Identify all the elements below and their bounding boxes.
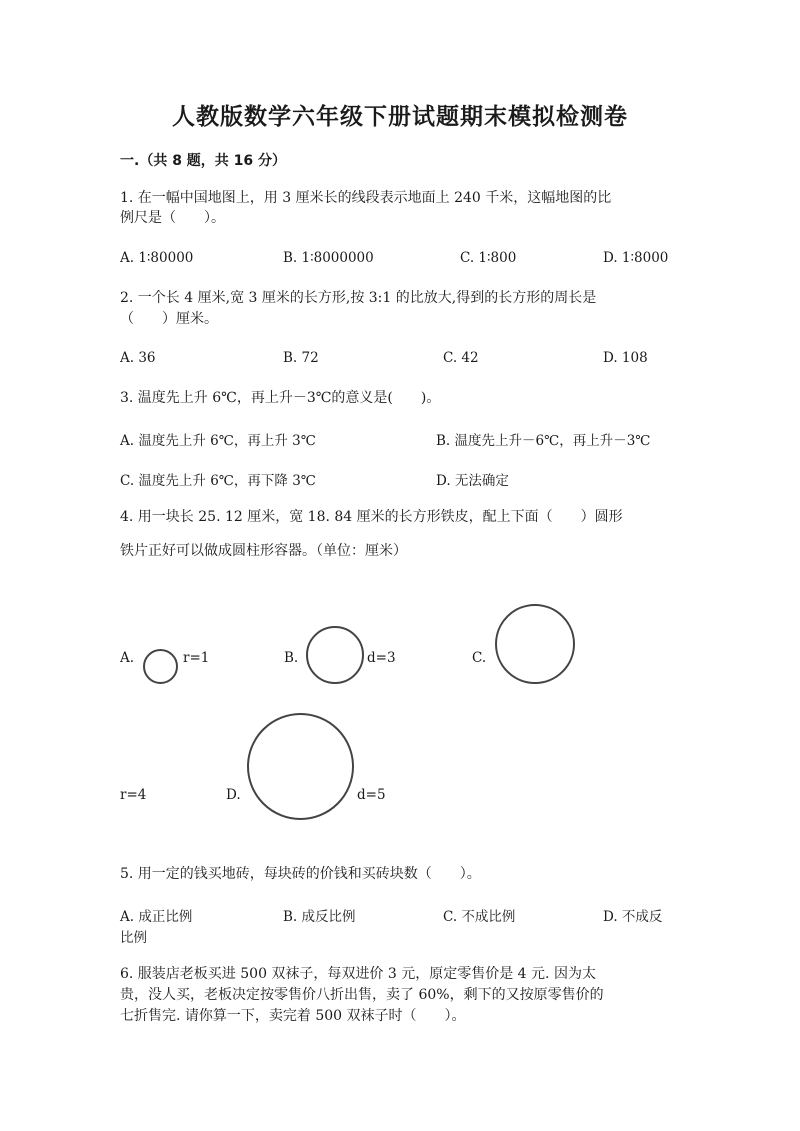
question-3-option-d: D. 无法确定 <box>436 473 509 489</box>
question-5-option-c: C. 不成比例 <box>443 909 516 925</box>
question-1-option-d: D. 1∶8000 <box>603 250 669 266</box>
section-heading: 一.（共 8 题，共 16 分） <box>120 153 287 169</box>
question-4-line-1: 4. 用一块长 25. 12 厘米，宽 18. 84 厘米的长方形铁皮，配上下面（ ）圆形 <box>120 509 623 525</box>
question-3-option-b: B. 温度先上升－6℃，再上升－3℃ <box>436 433 651 449</box>
circle-option-d <box>247 713 354 820</box>
question-2-line-2: （ ）厘米。 <box>120 311 218 327</box>
circle-option-c-note: r=4 <box>120 787 147 803</box>
circle-option-a-note: r=1 <box>183 650 210 666</box>
circle-option-b <box>306 626 364 684</box>
question-3-option-a: A. 温度先上升 6℃，再上升 3℃ <box>120 433 316 449</box>
circle-option-c-label: C. <box>472 650 487 666</box>
circle-option-a-label: A. <box>120 650 135 666</box>
question-3-line-1: 3. 温度先上升 6℃，再上升－3℃的意义是( )。 <box>120 390 441 406</box>
question-2-option-d: D. 108 <box>603 350 648 366</box>
question-1-option-c: C. 1∶800 <box>460 250 517 266</box>
question-1-line-1: 1. 在一幅中国地图上，用 3 厘米长的线段表示地面上 240 千米，这幅地图的比 <box>120 190 612 206</box>
question-2-line-1: 2. 一个长 4 厘米,宽 3 厘米的长方形,按 3:1 的比放大,得到的长方形的周长是 <box>120 290 597 306</box>
question-6-line-2: 贵，没人买，老板决定按零售价八折出售，卖了 60%，剩下的又按原零售价的 <box>120 987 604 1003</box>
page-title: 人教版数学六年级下册试题期末模拟检测卷 <box>172 104 628 130</box>
question-5-option-d: D. 不成反 <box>603 909 663 925</box>
question-5-option-d-wrap: 比例 <box>120 930 147 946</box>
question-5-option-a: A. 成正比例 <box>120 909 193 925</box>
question-2-option-a: A. 36 <box>120 350 156 366</box>
question-1-option-a: A. 1∶80000 <box>120 250 194 266</box>
question-1-option-b: B. 1∶8000000 <box>283 250 374 266</box>
question-2-option-c: C. 42 <box>443 350 479 366</box>
question-2-option-b: B. 72 <box>283 350 319 366</box>
question-6-line-1: 6. 服装店老板买进 500 双袜子，每双进价 3 元，原定零售价是 4 元. 因为太 <box>120 966 596 982</box>
circle-option-d-note: d=5 <box>357 787 386 803</box>
circle-option-d-label: D. <box>226 787 241 803</box>
question-1-line-2: 例尺是（ ）。 <box>120 210 225 226</box>
circle-option-b-note: d=3 <box>367 650 396 666</box>
question-6-line-3: 七折售完. 请你算一下，卖完着 500 双袜子时（ ）。 <box>120 1008 466 1024</box>
question-5-option-b: B. 成反比例 <box>283 909 356 925</box>
circle-option-a <box>143 649 178 684</box>
question-3-option-c: C. 温度先上升 6℃，再下降 3℃ <box>120 473 316 489</box>
circle-option-b-label: B. <box>284 650 299 666</box>
circle-option-c <box>495 604 575 684</box>
question-5-line-1: 5. 用一定的钱买地砖，每块砖的价钱和买砖块数（ ）。 <box>120 866 481 882</box>
question-4-line-2: 铁片正好可以做成圆柱形容器。（单位：厘米） <box>120 543 407 559</box>
